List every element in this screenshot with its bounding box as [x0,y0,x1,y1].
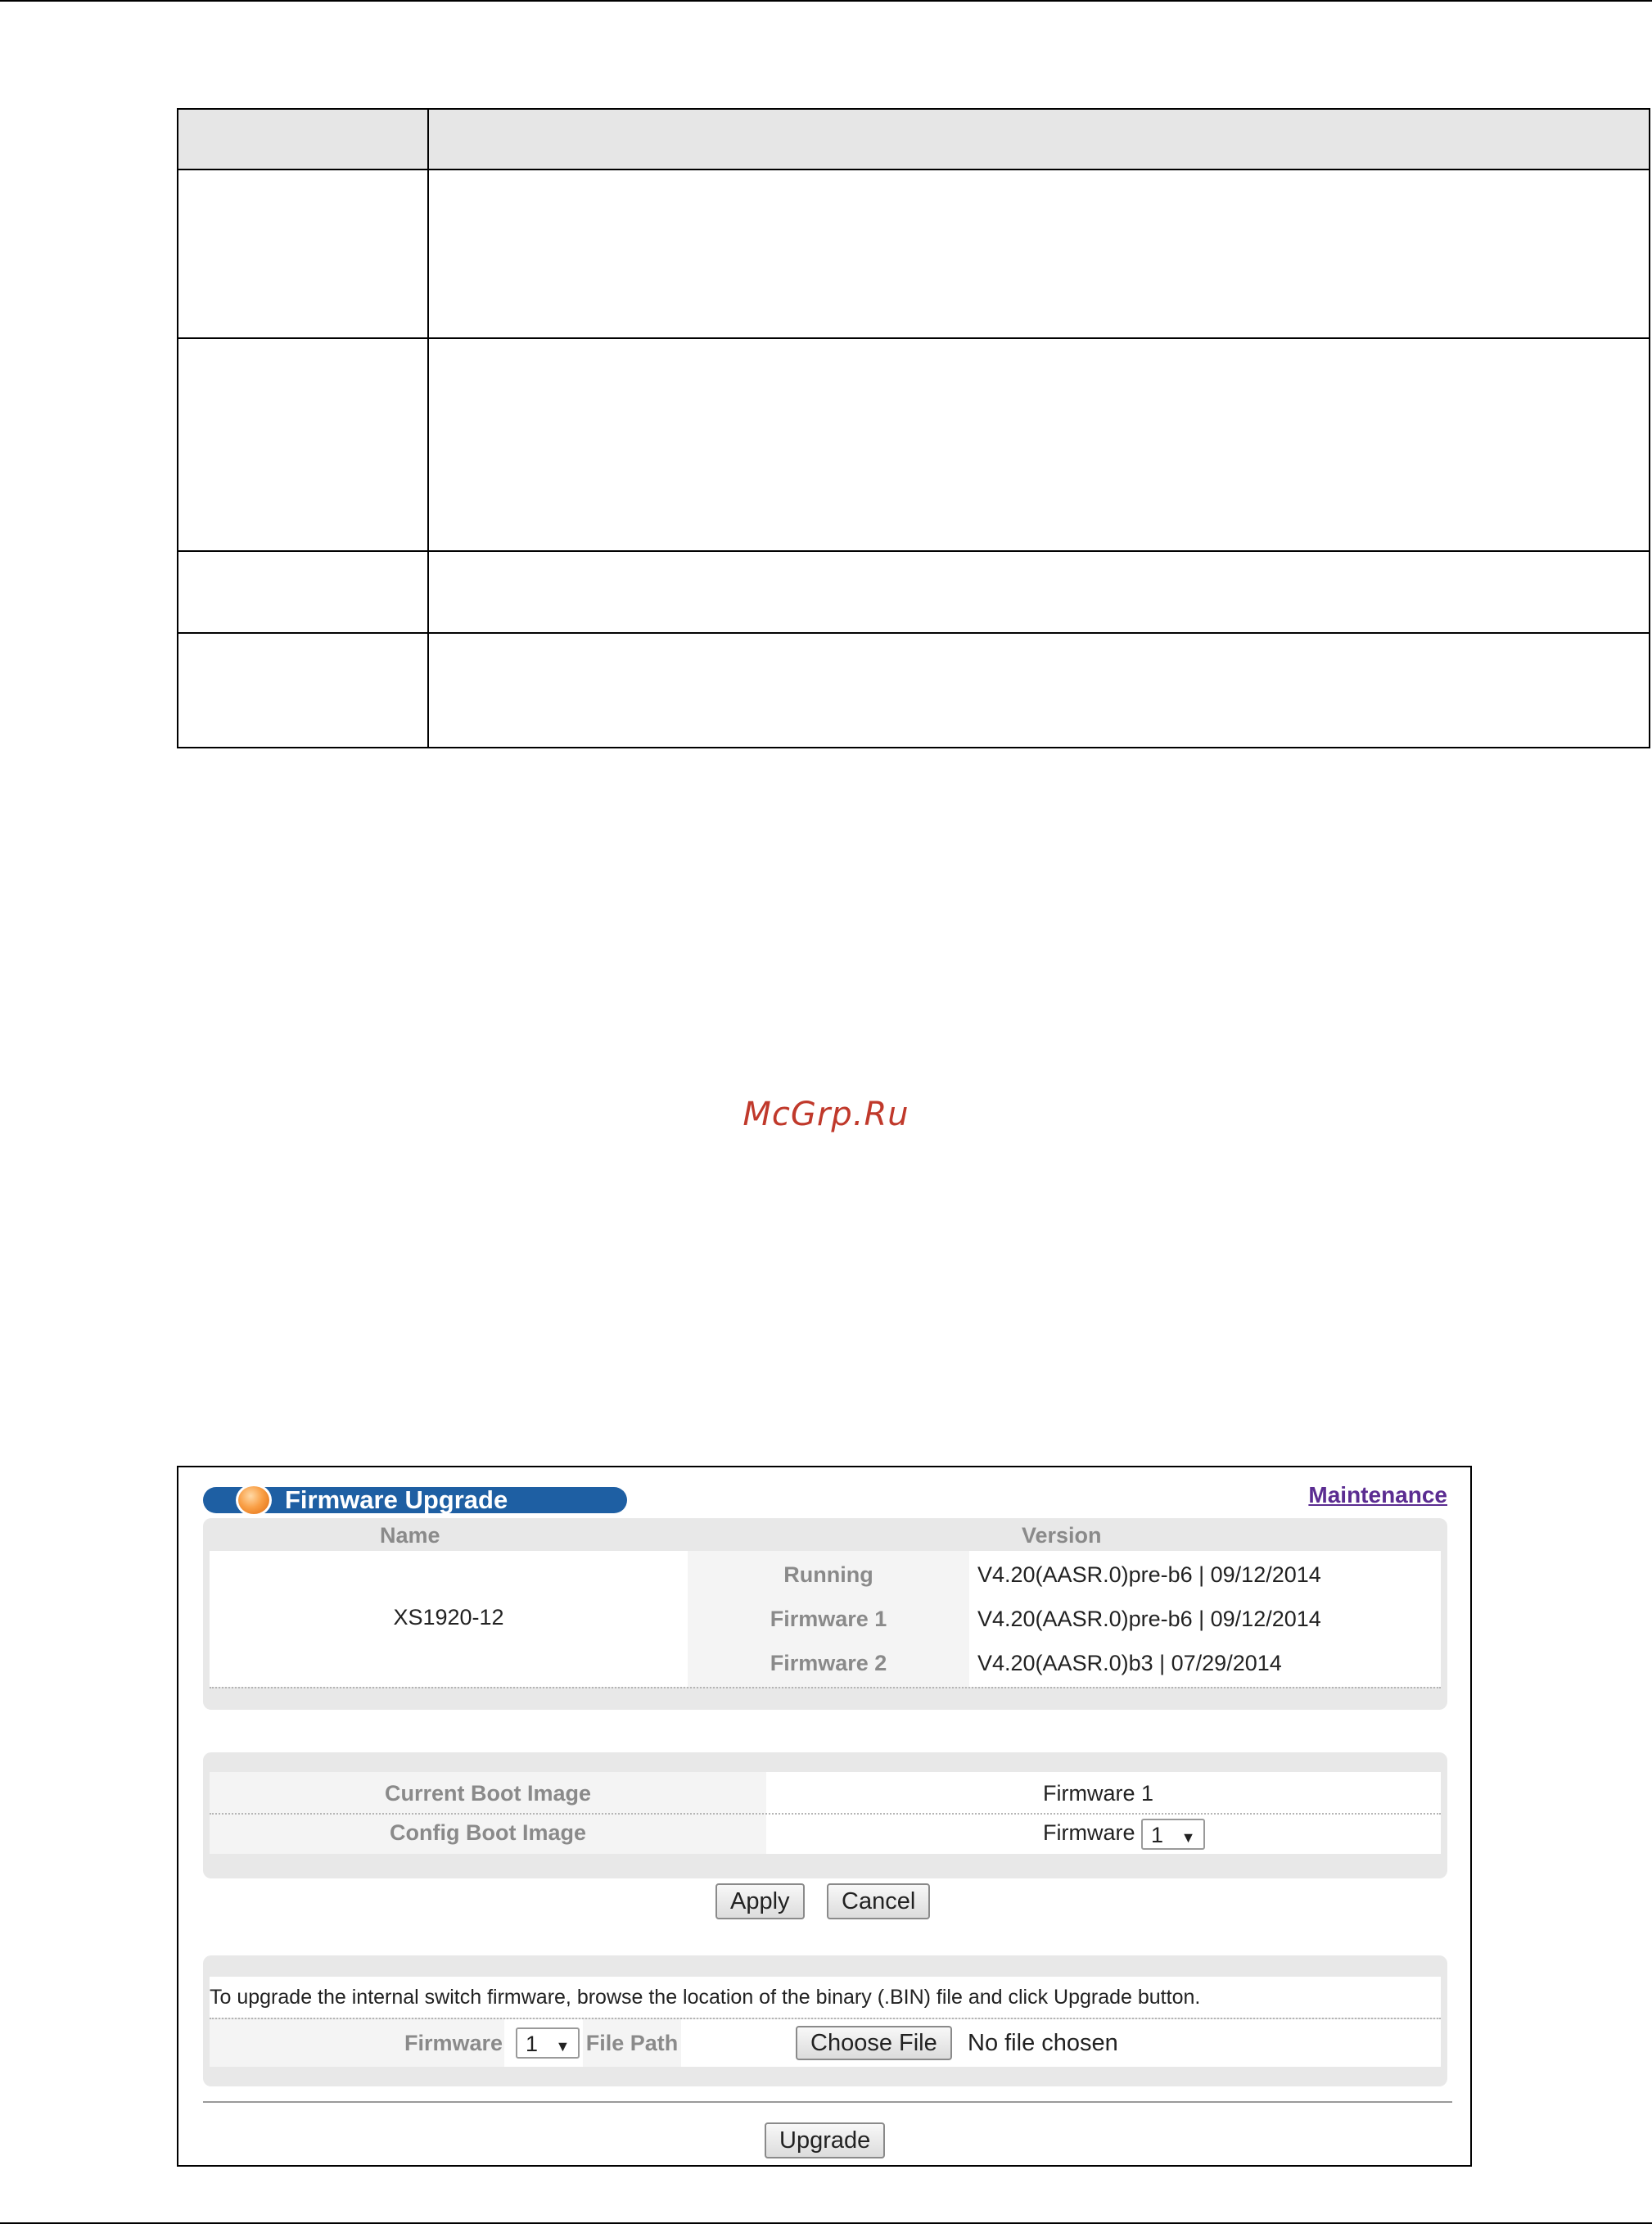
boot-image-box [203,1752,1447,1878]
watermark: McGrp.Ru [742,1096,910,1133]
cancel-button[interactable]: Cancel [827,1883,930,1919]
current-boot-image-value: Firmware 1 [1043,1781,1154,1806]
divider [203,2101,1452,2103]
bottom-rule [0,2222,1652,2224]
firmware2-label: Firmware 2 [770,1651,887,1675]
table-header-cell [428,109,1650,170]
firmware1-label: Firmware 1 [770,1607,887,1631]
no-file-chosen-text: No file chosen [968,2030,1118,2056]
current-boot-image-label: Current Boot Image [384,1781,592,1806]
choose-file-button[interactable]: Choose File [796,2026,952,2060]
config-boot-prefix: Firmware [1043,1820,1135,1845]
title-bar [203,1487,627,1513]
config-boot-image-select[interactable]: 1 ▼ [1141,1819,1205,1850]
table-row [178,170,1650,338]
firmware-upgrade-panel [177,1466,1472,2167]
name-column-header: Name [380,1523,440,1548]
table-header-row [178,109,1650,170]
version-info-box [203,1518,1447,1710]
apply-button[interactable]: Apply [715,1883,805,1919]
device-name: XS1920-12 [393,1605,504,1630]
chevron-down-icon: ▼ [555,2038,571,2054]
table-row [178,633,1650,748]
orb-icon [236,1484,272,1517]
maintenance-link[interactable]: Maintenance [1308,1482,1447,1508]
version-column-header: Version [1022,1523,1102,1548]
config-boot-image-label: Config Boot Image [390,1820,586,1845]
page-title: Firmware Upgrade [285,1485,508,1514]
upgrade-button[interactable]: Upgrade [765,2122,885,2158]
divider [210,1687,1441,1688]
table-header-cell [178,109,428,170]
table-row [178,338,1650,551]
firmware2-version: V4.20(AASR.0)b3 | 07/29/2014 [977,1651,1282,1675]
divider [210,1813,1441,1815]
table-row [178,551,1650,633]
config-boot-image-control [1043,1813,1205,1852]
upgrade-firmware-select[interactable]: 1 ▼ [516,2027,580,2059]
running-label: Running [783,1562,873,1587]
firmware-label: Firmware [404,2031,503,2055]
description-table [177,108,1650,748]
upgrade-box [203,1955,1447,2086]
top-rule [0,0,1652,2]
chevron-down-icon: ▼ [1180,1828,1196,1846]
upgrade-instructions: To upgrade the internal switch firmware, browse the location of the binary (.BIN) file and click Upgrade button. [210,1977,1441,2018]
firmware1-version: V4.20(AASR.0)pre-b6 | 09/12/2014 [977,1607,1321,1631]
file-path-label: File Path [585,2031,679,2055]
running-version: V4.20(AASR.0)pre-b6 | 09/12/2014 [977,1562,1321,1587]
